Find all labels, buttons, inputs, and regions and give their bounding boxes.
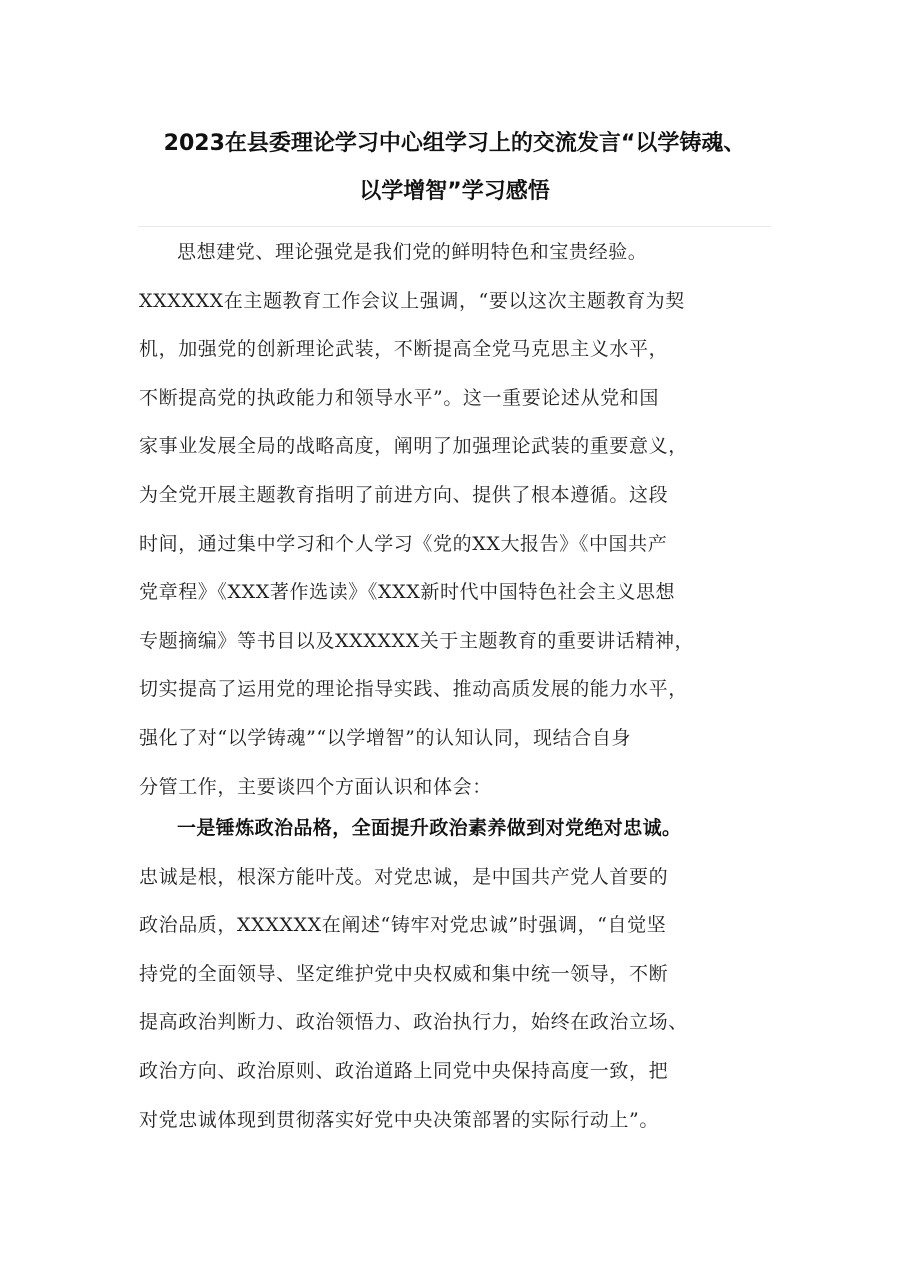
- paragraph-line: 党章程》《XXX著作选读》《XXX新时代中国特色社会主义思想: [139, 581, 676, 604]
- title-divider: [138, 226, 771, 227]
- paragraph-line: 专题摘编》等书目以及XXXXXX关于主题教育的重要讲话精神，: [139, 629, 695, 652]
- section-heading: 一是锤炼政治品格，全面提升政治素养做到对党绝对忠诚。: [177, 817, 682, 839]
- paragraph-line: 时间，通过集中学习和个人学习《党的XX大报告》《中国共产: [139, 532, 668, 555]
- title-line-2: 以学增智”学习感悟: [359, 179, 550, 204]
- paragraph-line: 忠诚是根，根深方能叶茂。对党忠诚，是中国共产党人首要的: [139, 865, 669, 888]
- document-title: [120, 120, 789, 216]
- paragraph-line: 切实提高了运用党的理论指导实践、推动高质发展的能力水平，: [139, 678, 688, 701]
- paragraph-line: 家事业发展全局的战略高度，阐明了加强理论武装的重要意义，: [139, 435, 688, 458]
- paragraph-line: 对党忠诚体现到贯彻落实好党中央决策部署的实际行动上”。: [139, 1108, 659, 1131]
- paragraph-line: 机，加强党的创新理论武装，不断提高全党马克思主义水平，: [139, 338, 669, 361]
- paragraph-line: 强化了对“以学铸魂”“以学增智”的认知认同，现结合自身: [139, 726, 632, 749]
- paragraph-line: 政治品质，XXXXXX在阐述“铸牢对党忠诚”时强调，“自觉坚: [139, 914, 667, 937]
- paragraph-line: XXXXXX在主题教育工作会议上强调，“要以这次主题教育为契: [139, 289, 685, 312]
- title-line-1: 2023在县委理论学习中心组学习上的交流发言“以学铸魂、: [163, 131, 746, 156]
- paragraph-line: 持党的全面领导、坚定维护党中央权威和集中统一领导，不断: [139, 962, 669, 985]
- paragraph-line: 思想建党、理论强党是我们党的鲜明特色和宝贵经验。: [177, 241, 648, 263]
- paragraph-line: 为全党开展主题教育指明了前进方向、提供了根本遵循。这段: [139, 483, 669, 506]
- paragraph-line: 提高政治判断力、政治领悟力、政治执行力，始终在政治立场、: [139, 1011, 688, 1034]
- paragraph-line: 分管工作，主要谈四个方面认识和体会：: [139, 775, 492, 798]
- paragraph-2: [139, 804, 779, 1144]
- paragraph-line: 不断提高党的执政能力和领导水平”。这一重要论述从党和国: [139, 386, 659, 409]
- paragraph-line: 政治方向、政治原则、政治道路上同党中央保持高度一致，把: [139, 1059, 669, 1082]
- paragraph-1: [139, 228, 779, 811]
